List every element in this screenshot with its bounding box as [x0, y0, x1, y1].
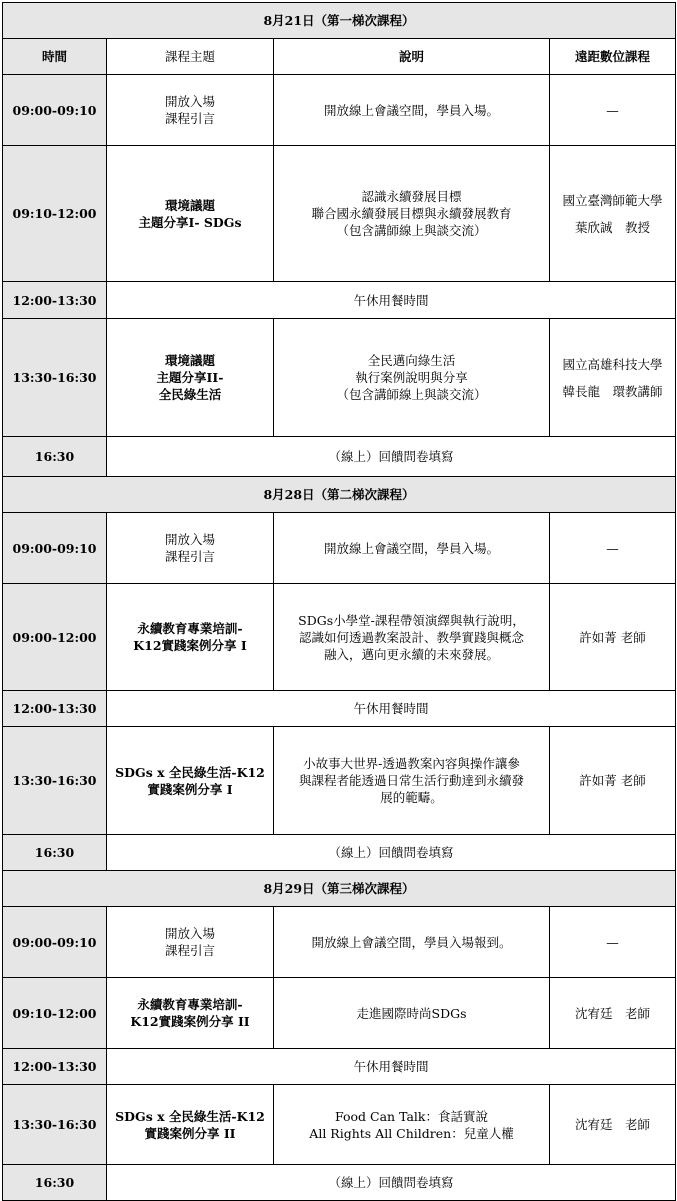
topic-cell: SDGs x 全民綠生活-K12 實踐案例分享 II [107, 1085, 274, 1165]
topic-cell: 環境議題 主題分享II- 全民綠生活 [107, 319, 274, 437]
time-cell: 16:30 [3, 437, 107, 477]
time-cell: 12:00-13:30 [3, 1049, 107, 1085]
lunch-break-cell: 午休用餐時間 [107, 1049, 676, 1085]
header-time: 時間 [3, 39, 107, 75]
lunch-break-cell: 午休用餐時間 [107, 691, 676, 727]
description-cell: 開放線上會議空間，學員入場。 [274, 75, 550, 146]
time-cell: 09:00-09:10 [3, 907, 107, 978]
day-1-title: 8月21日（第一梯次課程） [3, 3, 676, 39]
description-cell: Food Can Talk：食話實說 All Rights All Children：兒童人權 [274, 1085, 550, 1165]
day-2-title: 8月28日（第二梯次課程） [3, 477, 676, 513]
description-cell: 全民邁向綠生活 執行案例說明與分享 （包含講師線上與談交流） [274, 319, 550, 437]
topic-cell: 開放入場 課程引言 [107, 907, 274, 978]
time-cell: 13:30-16:30 [3, 1085, 107, 1165]
description-cell: 開放線上會議空間，學員入場報到。 [274, 907, 550, 978]
time-cell: 16:30 [3, 835, 107, 871]
time-cell: 12:00-13:30 [3, 691, 107, 727]
remote-cell: 沈宥廷 老師 [550, 1085, 676, 1165]
topic-cell: 永續教育專業培訓- K12實踐案例分享 II [107, 978, 274, 1049]
feedback-survey-cell: （線上）回饋問卷填寫 [107, 835, 676, 871]
remote-cell: 許如菁 老師 [550, 584, 676, 691]
feedback-survey-cell: （線上）回饋問卷填寫 [107, 1165, 676, 1201]
time-cell: 09:00-12:00 [3, 584, 107, 691]
day-3-title: 8月29日（第三梯次課程） [3, 871, 676, 907]
course-schedule-table [2, 2, 676, 1201]
time-cell: 16:30 [3, 1165, 107, 1201]
time-cell: 13:30-16:30 [3, 319, 107, 437]
time-cell: 09:10-12:00 [3, 146, 107, 282]
time-cell: 09:00-09:10 [3, 75, 107, 146]
remote-cell: — [550, 513, 676, 584]
time-cell: 09:10-12:00 [3, 978, 107, 1049]
time-cell: 09:00-09:10 [3, 513, 107, 584]
header-topic: 課程主題 [107, 39, 274, 75]
lunch-break-cell: 午休用餐時間 [107, 282, 676, 319]
remote-cell: — [550, 75, 676, 146]
remote-cell: 國立高雄科技大學 韓長龍 環教講師 [550, 319, 676, 437]
topic-cell: 永續教育專業培訓- K12實踐案例分享 I [107, 584, 274, 691]
topic-cell: 開放入場 課程引言 [107, 75, 274, 146]
header-description: 說明 [274, 39, 550, 75]
feedback-survey-cell: （線上）回饋問卷填寫 [107, 437, 676, 477]
description-cell: 走進國際時尚SDGs [274, 978, 550, 1049]
remote-cell: 許如菁 老師 [550, 727, 676, 835]
description-cell: SDGs小學堂-課程帶領演繹與執行說明， 認識如何透過教案設計、教學實踐與概念 融入，邁向更永續的未來發展。 [274, 584, 550, 691]
remote-cell: 沈宥廷 老師 [550, 978, 676, 1049]
description-cell: 認識永續發展目標 聯合國永續發展目標與永續發展教育 （包含講師線上與談交流） [274, 146, 550, 282]
remote-cell: 國立臺灣師範大學 葉欣誠 教授 [550, 146, 676, 282]
time-cell: 12:00-13:30 [3, 282, 107, 319]
header-remote: 遠距數位課程 [550, 39, 676, 75]
topic-cell: 開放入場 課程引言 [107, 513, 274, 584]
topic-cell: 環境議題 主題分享I- SDGs [107, 146, 274, 282]
remote-cell: — [550, 907, 676, 978]
description-cell: 開放線上會議空間，學員入場。 [274, 513, 550, 584]
topic-cell: SDGs x 全民綠生活-K12 實踐案例分享 I [107, 727, 274, 835]
time-cell: 13:30-16:30 [3, 727, 107, 835]
description-cell: 小故事大世界-透過教案內容與操作讓參 與課程者能透過日常生活行動達到永續發 展的範疇。 [274, 727, 550, 835]
